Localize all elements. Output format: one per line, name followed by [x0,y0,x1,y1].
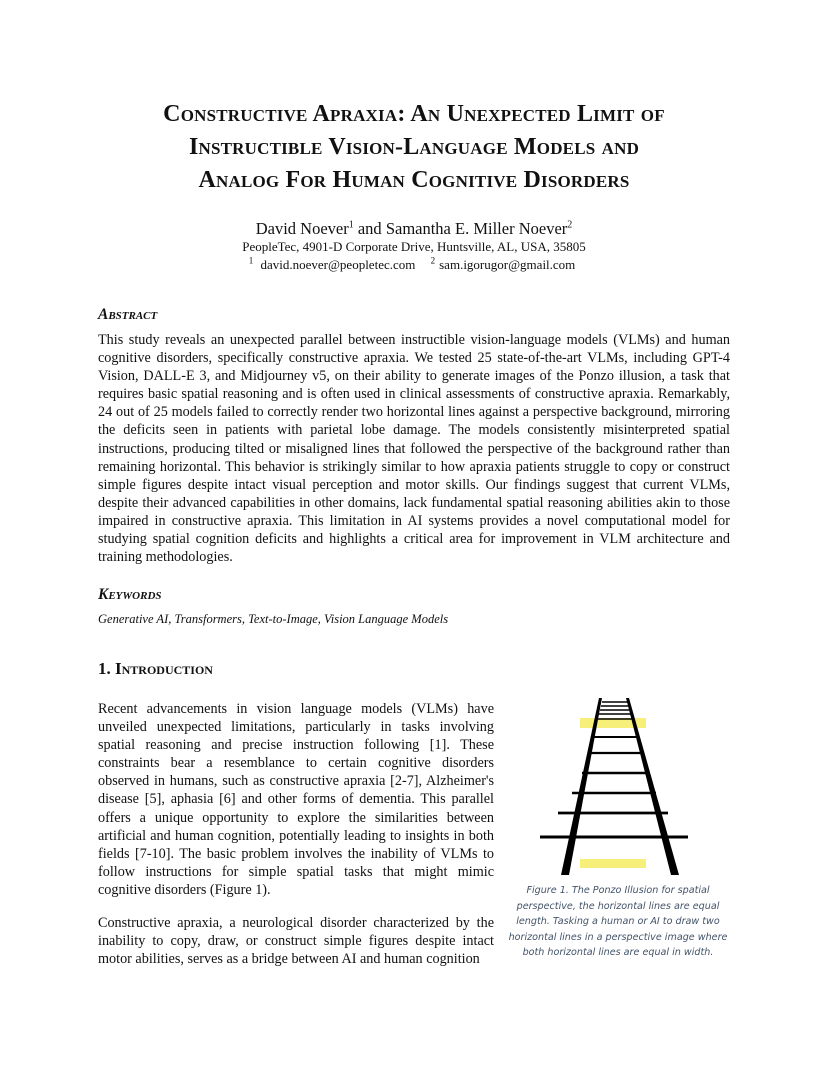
author-and: and [353,219,386,238]
author-2-sup: 2 [567,219,573,231]
right-rail [626,698,679,875]
abstract-heading: Abstract [98,306,158,323]
author-line [60,219,768,239]
abstract-text: This study reveals an unexpected parallel between instructible vision-language models (VLMs) and human cognitive disorders, specifically constructive apraxia. We tested 25 state-of-the-art VLMs, including GPT-4 Vision, DALL-E 3, and Midjourney v5, on their ability to generate images of the Ponzo illusion, a task that requires basic spatial reasoning and is often used in clinical assessments of constructive apraxia. Remarkably, 24 out of 25 models failed to correctly render two horizontal lines against a perspective background, mirroring the deficits seen in patients with parietal lobe damage. The models consistently misinterpreted spatial instructions, producing tilted or misaligned lines that followed the perspective of the background rather than remaining horizontal. This behavior is strikingly similar to how apraxia patients struggle to copy or construct simple figures despite intact visual perception and motor skills. Our findings suggest that current VLMs, despite their advanced capabilities in other domains, lack fundamental spatial reasoning abilities akin to those impaired in constructive apraxia. This limitation in AI systems provides a novel computational model for studying spatial cognition deficits and highlights a critical area for improvement in VLM architecture and training methodologies. [98,332,730,566]
introduction-heading: 1. Introduction [98,659,213,678]
author-1-sup: 1 [348,219,354,231]
email-2 [431,257,580,272]
email-1-text: david.noever@peopletec.com [257,257,416,273]
bottom-highlight-bar [580,859,646,868]
keywords-heading: Keywords [98,586,162,603]
title-line-1: Constructive Apraxia: An Unexpected Limit of [163,101,665,127]
email-line [60,256,768,273]
author-2: Samantha E. Miller Noever [385,219,568,238]
email-2-sup: 2 [430,256,436,266]
paper-title [60,98,768,197]
affiliation: PeopleTec, 4901-D Corporate Drive, Huntsville, AL, USA, 35805 [242,239,586,254]
email-2-text: sam.igorugor@gmail.com [439,257,576,273]
ponzo-illusion-figure [520,693,710,883]
email-1 [249,257,420,272]
introduction-paragraph-2: Constructive apraxia, a neurological disorder characterized by the inability to copy, draw, or construct simple figures despite intact motor abilities, serves as a bridge between AI and human cognition [98,915,494,968]
title-line-2: Instructible Vision-Language Models and [188,134,640,160]
figure-1-caption: Figure 1. The Ponzo Illusion for spatial perspective, the horizontal lines are equal length. Tasking a human or AI to draw two horizontal lines in a perspective image where both horizontal lines are equal in width. [508,885,728,959]
title-line-3: Analog For Human Cognitive Disorders [198,167,630,193]
introduction-paragraph-1: Recent advancements in vision language models (VLMs) have unveiled unexpected limitations, particularly in tasks involving spatial reasoning and precise instruction following [1]. These constraints bear a resemblance to certain cognitive disorders observed in humans, such as constructive apraxia [2-7], Alzheimer's disease [5], aphasia [6] and other forms of dementia. This parallel offers a unique opportunity to explore the similarities between artificial and human cognition, potentially leading to insights in both fields [7-10]. The basic problem involves the inability of VLMs to follow instructions for simple spatial tasks that might mimic cognitive disorders (Figure 1). [98,701,494,898]
email-1-sup: 1 [248,256,254,266]
keywords-text: Generative AI, Transformers, Text-to-Image, Vision Language Models [98,612,449,626]
author-1: David Noever [255,219,349,238]
